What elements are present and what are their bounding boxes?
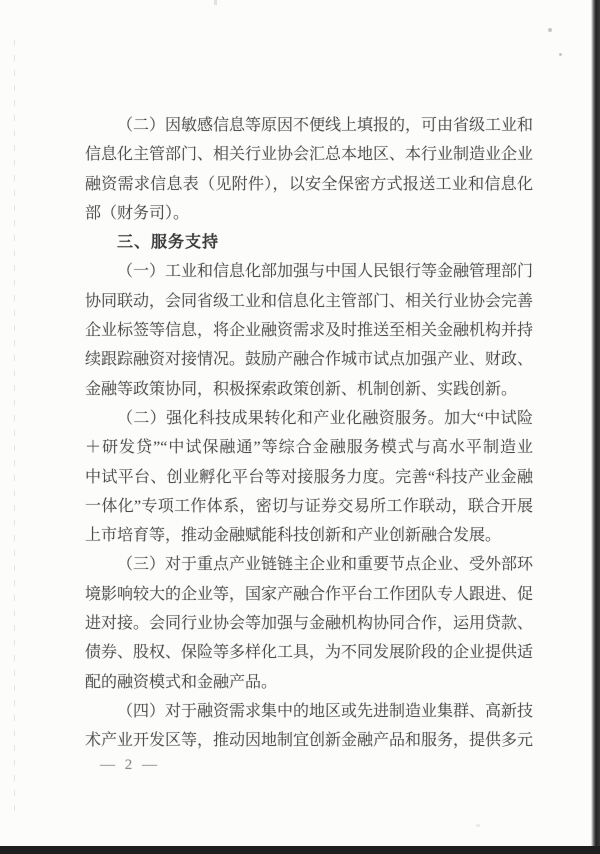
scan-left-crease [14,40,15,820]
text-line: （一）工业和信息化部加强与中国人民银行等金融管理部门 [117,263,533,281]
text-line: （三）对于重点产业链链主企业和重要节点企业、受外部环 [117,556,533,574]
text-line: （四）对于融资需求集中的地区或先进制造业集群、高新技 [117,702,533,720]
text-line: 中试平台、创业孵化平台等对接服务力度。完善“科技产业金融 [85,468,533,486]
scan-speck [214,0,217,5]
scan-speck [559,53,562,56]
text-line: 配的融资模式和金融产品。 [85,673,278,691]
text-line: （二）因敏感信息等原因不便线上填报的，可由省级工业和 [117,117,533,134]
scan-right-edge [591,0,600,854]
scan-bottom-edge [0,846,600,854]
text-line: 境影响较大的企业等，国家产融合作平台工作团队专人跟进、促 [85,585,533,603]
document-content [85,111,533,756]
text-line: 信息化主管部门、相关行业协会汇总本地区、本行业制造业企业 [85,146,533,164]
text-line: 金融等政策协同，积极探索政策创新、机制创新、实践创新。 [85,380,518,398]
scan-speck [548,28,552,32]
text-line: 术产业开发区等，推动因地制宜创新金融产品和服务，提供多元 [85,732,533,750]
text-line: 一体化”专项工作体系，密切与证券交易所工作联动，联合开展 [85,497,533,515]
text-line: （二）强化科技成果转化和产业化融资服务。加大“中试险 [117,409,533,427]
text-line: ＋研发贷”“中试保融通”等综合金融服务模式与高水平制造业 [85,439,533,457]
text-line: 进对接。会同行业协会等加强与金融机构协同合作，运用贷款、 [85,615,533,633]
text-line: 债券、股权、保险等多样化工具，为不同发展阶段的企业提供适 [85,644,533,662]
text-line: 企业标签等信息，将企业融资需求及时推送至相关金融机构并持 [85,322,533,340]
text-line: 协同联动，会同省级工业和信息化主管部门、相关行业协会完善 [85,292,533,310]
scan-speck [476,824,480,827]
text-line: 续跟踪融资对接情况。鼓励产融合作城市试点加强产业、财政、 [85,351,533,369]
section-heading: 三、服务支持 [117,234,220,252]
text-line: 融资需求信息表（见附件），以安全保密方式报送工业和信息化 [85,175,533,193]
page-number: — 2 — [100,757,160,773]
text-line: 部（财务司）。 [85,204,190,222]
text-line: 上市培育等，推动金融赋能科技创新和产业创新融合发展。 [85,527,502,545]
